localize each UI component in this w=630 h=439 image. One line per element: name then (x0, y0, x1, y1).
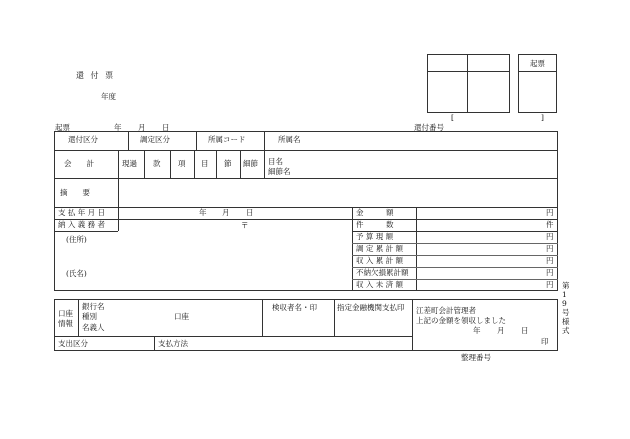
form-title: 還 付 票 (76, 71, 116, 80)
holder-label: 名義人 (82, 323, 105, 332)
postal-mark: 〒 (241, 221, 249, 230)
serial-number-label: 整理番号 (461, 353, 491, 362)
form-number: 第19号様式 (562, 281, 570, 335)
kihyo-label: 起票 (55, 123, 70, 132)
adjust-category-label: 調定区分 (140, 135, 170, 144)
saisetsu-label: 細節 (243, 159, 258, 168)
obligor-label: 納 入 義 務 者 (58, 220, 106, 229)
received-text: 上記の金額を領収しました (416, 316, 506, 325)
count-label: 件 数 (356, 220, 394, 229)
amount-unit: 円 (546, 208, 554, 217)
refund-category-label: 還付区分 (68, 135, 98, 144)
treasurer-label: 江差町会計管理者 (416, 306, 476, 315)
budget-unit: 円 (546, 232, 554, 241)
kan-label: 款 (153, 159, 161, 168)
account-type-label: 種別 (82, 312, 97, 321)
payment-method-label: 支払方法 (158, 339, 188, 348)
accounts-label: 会 計 (64, 159, 94, 168)
receipt-month: 月 (497, 326, 505, 335)
unpaid-unit: 円 (546, 280, 554, 289)
pay-date-day: 日 (246, 208, 254, 217)
approval-stamp-grid (427, 54, 510, 113)
bracket-open: [ (451, 113, 454, 122)
pay-date-year: 年 (199, 208, 207, 217)
disbursement-category-label: 支出区分 (58, 339, 88, 348)
deficit-total-label: 不納欠損累計額 (356, 268, 409, 277)
refund-number-label: 還付番号 (414, 123, 444, 132)
receipt-day: 日 (521, 326, 529, 335)
dept-code-label: 所属コード (208, 135, 246, 144)
receipt-year: 年 (473, 326, 481, 335)
origin-stamp-label: 起票 (530, 59, 545, 68)
name-label: (氏名) (66, 269, 87, 278)
bracket-close: ] (541, 113, 544, 122)
income-total-label: 収 入 累 計 額 (356, 256, 404, 265)
pay-date-month: 月 (222, 208, 230, 217)
fiscal-year-label: 年度 (101, 92, 116, 101)
kou-label: 項 (178, 159, 186, 168)
address-label: (住所) (66, 235, 87, 244)
amount-label: 金 額 (356, 208, 394, 217)
inspector-label: 検収者名・印 (272, 303, 317, 312)
pay-date-label: 支 払 年 月 日 (58, 208, 106, 217)
kihyo-year: 年 (114, 123, 122, 132)
account-info-label: 口座情報 (58, 309, 73, 328)
adjust-total-label: 調 定 累 計 額 (356, 244, 404, 253)
dept-name-label: 所属名 (278, 135, 301, 144)
income-total-unit: 円 (546, 256, 554, 265)
kihyo-month: 月 (138, 123, 146, 132)
seal-mark: 印 (541, 337, 549, 346)
deficit-total-unit: 円 (546, 268, 554, 277)
account-label: 口座 (174, 312, 189, 321)
adjust-total-unit: 円 (546, 244, 554, 253)
kihyo-day: 日 (162, 123, 170, 132)
designated-bank-label: 指定金融機関支払印 (337, 303, 405, 312)
bank-name-label: 銀行名 (82, 302, 105, 311)
count-unit: 件 (546, 220, 554, 229)
item-name-label: 目名 (268, 157, 283, 166)
unpaid-label: 収 入 未 済 額 (356, 280, 404, 289)
moku-label: 目 (201, 159, 209, 168)
setsu-label: 節 (224, 159, 232, 168)
tekiyo-label: 摘 要 (60, 188, 90, 197)
budget-label: 予 算 現 額 (356, 232, 394, 241)
genzai-label: 現過 (122, 159, 137, 168)
sub-item-name-label: 細節名 (268, 167, 291, 176)
